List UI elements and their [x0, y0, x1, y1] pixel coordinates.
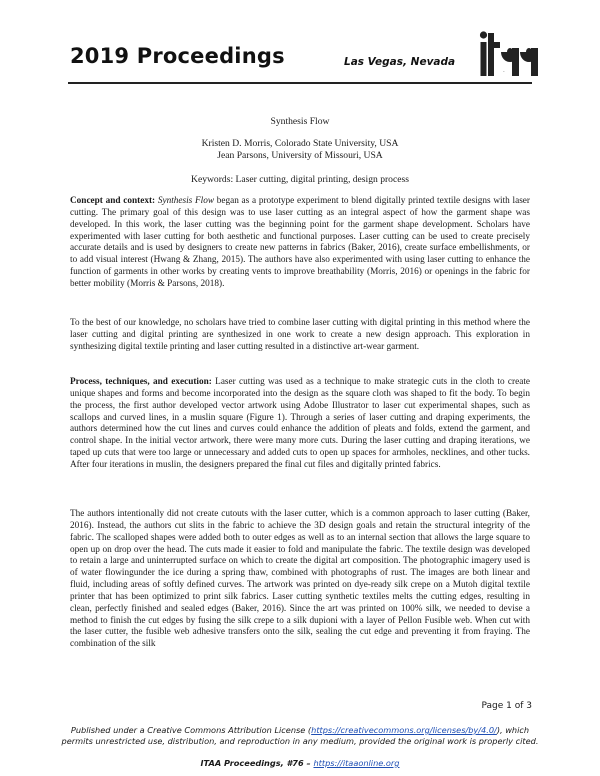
work-title-italic: Synthesis Flow [157, 196, 215, 206]
keywords: Keywords: Laser cutting, digital printing, design process [191, 174, 409, 185]
site-link[interactable]: https://itaaonline.org [313, 758, 400, 768]
process-heading: Process, techniques, and execution: [70, 377, 212, 387]
license-pre: Published under a Creative Commons Attribution License ( [70, 725, 312, 735]
paragraph-process [70, 377, 530, 472]
license-notice [60, 725, 540, 747]
itaa-logo [479, 30, 541, 80]
page-number: Page 1 of 3 [481, 701, 532, 711]
proceedings-footer [60, 758, 540, 769]
paragraph-technique-details: The authors intentionally did not create cutouts with the laser cutter, which is a common approach to laser cutting (Baker, 2016). Instead, the authors cut slits in the fabric to achieve the 3D design goals and retain the structural integrity of the fabric. The scalloped shapes were added both to outer edges as well as to an internal section that allows the large square to open up on drop over the head. The cuts made it easier to fold and manipulate the fabric. The textile design was developed to retain a large and uninterrupted surface on which to create the digital art composition. The photographic imagery used is of water flowingunder the ice during a spring thaw, combined with photographs of rust. The images are both linear and fluid, including areas of softly defined curves. The artwork was printed on dye-ready silk crepe on a Mutoh digital textile printer that has been optimized to print silk fabrics. Laser cutting synthetic textiles melts the cutting edges, resulting in clean, perfectly finished and sealed edges (Baker, 2016). Since the art was printed on 100% silk, we needed to devise a method to finish the cut edges by fusing the silk crepe to a silk dupioni with a layer of Pellon Fusible web. When cut with the laser cutter, the fusible web adhesive transfers onto the silk, sealing the cut edge and preventing it from fraying. The combination of the silk [70, 509, 530, 650]
concept-text: began as a prototype experiment to blend digitally printed textile designs with laser cutting. The primary goal of this design was to use laser cutting as an integral aspect of how the garment shape was developed. In this work, the laser cutting was the beginning point for the garment shape development. Scholars have experimented with laser cutting for both aesthetic and functional purposes. Laser cutting can be used to create precisely accurate details and is used by designers to create new patterns in fabrics (Baker, 2016), create surface embellishments, or to add visual interest (Hwang & Zhang, 2015). The authors have also experimented with using laser cutting to enhance the function of garments in other works by creating vents to improve breathability (Morris, 2016) or openings in the fabric for better mobility (Morris & Parsons, 2018). [70, 196, 530, 289]
paper-title: Synthesis Flow [270, 116, 330, 127]
conference-location: Las Vegas, Nevada [344, 56, 456, 68]
process-text: Laser cutting was used as a technique to make strategic cuts in the cloth to create unique shapes and forms and become incorporated into the design as the square cloth was shaped to fit the body. To begin the process, the first author developed vector artwork using Adobe Illustrator to laser cut experimental shapes, such as scallops and curved lines, in a muslin square (Figure 1). Through a series of laser cutting and draping experiments, the authors determined how the cut lines and curves could enhance the addition of pleats and folds, extend the garment, and control shape. In the initial vector artwork, there were many more cuts. During the laser cutting and draping iterations, we taped up cuts that were too large or unnecessary and added cuts to open up spaces for armholes, necklines, and other tucks. After four iterations in muslin, the designers prepared the final cut files and digitally printed fabrics. [70, 377, 530, 470]
paragraph-novelty: To the best of our knowledge, no scholars have tried to combine laser cutting with digital printing in this method where the laser cutting and digital printing are synthesized in one work to create a new design approach. This exploration in synthesizing digital textile printing and laser cutting resulted in a distinctive art-wear garment. [70, 318, 530, 352]
header-rule [68, 82, 532, 84]
license-link[interactable]: https://creativecommons.org/licenses/by/4.0/ [311, 725, 497, 735]
license-post: ), which permits unrestricted use, distribution, and reproduction in any medium, provided the original work is properly cited. [61, 725, 539, 747]
logo-text: itaa [503, 72, 505, 73]
author-2: Jean Parsons, University of Missouri, USA [217, 150, 383, 161]
proceedings-title: 2019 Proceedings [70, 44, 285, 68]
paragraph-concept [70, 196, 530, 291]
author-1: Kristen D. Morris, Colorado State University, USA [201, 138, 399, 149]
concept-heading: Concept and context: [70, 196, 156, 206]
proceedings-label: ITAA Proceedings, #76 – [200, 758, 314, 768]
